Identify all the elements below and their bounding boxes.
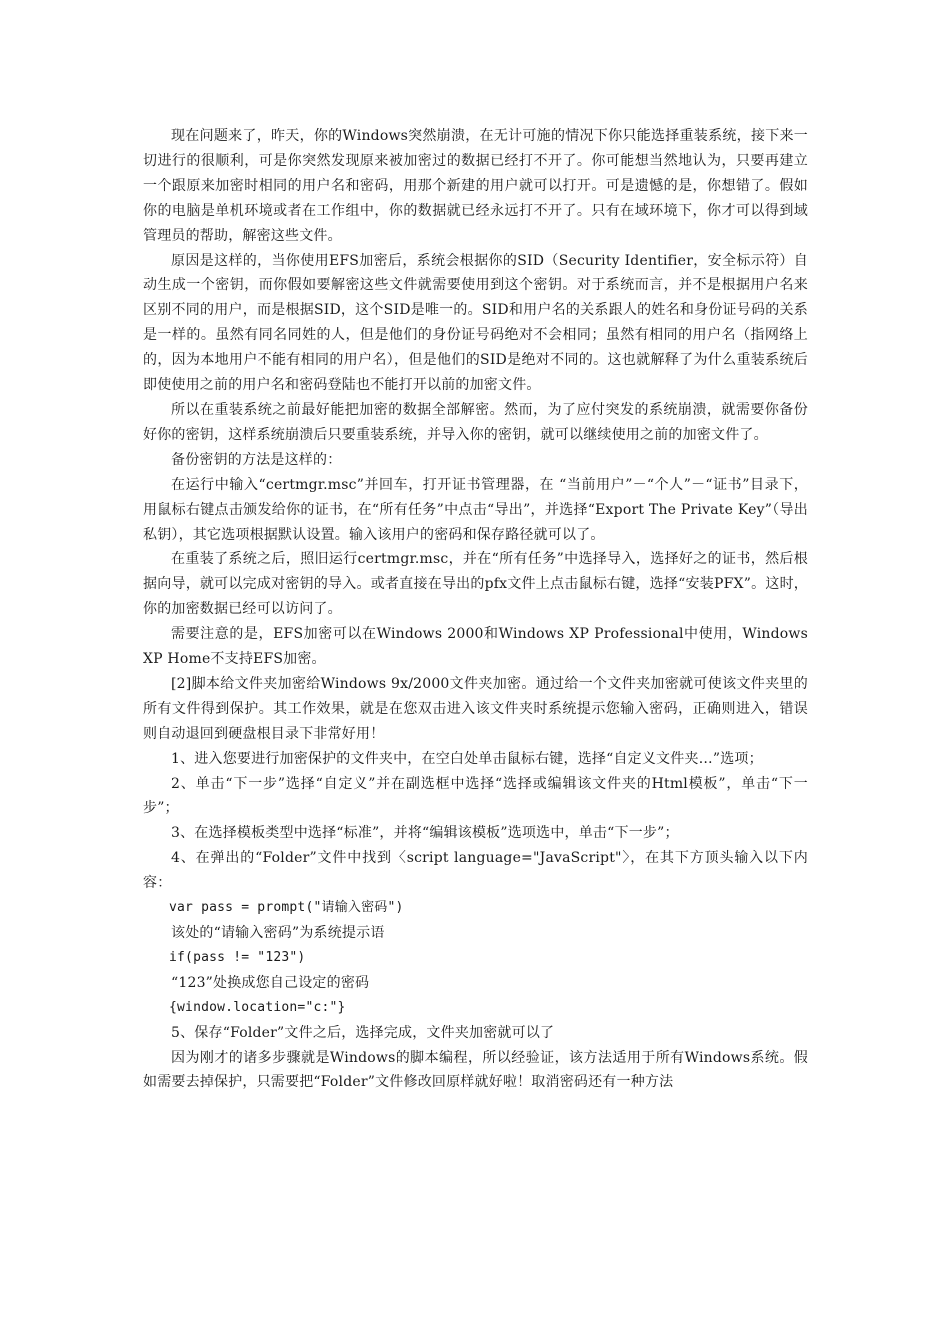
document-body <box>143 124 808 1095</box>
code-line: var pass = prompt("请输入密码") <box>169 900 404 916</box>
paragraph: 原因是这样的，当你使用EFS加密后，系统会根据你的SID（Security Identifier，安全标示符）自动生成一个密钥，而你假如要解密这些文件就需要使用到这个密钥。对于系统而言，并不是根据用户名来区别不同的用户，而是根据SID，这个SID是唯一的。SID和用户名的关系跟人的姓名和身份证号码的关系是一样的。虽然有同名同姓的人，但是他们的身份证号码绝对不会相同；虽然有相同的用户名（指网络上的，因为本地用户不能有相同的用户名），但是他们的SID是绝对不同的。这也就解释了为什么重装系统后即使使用之前的用户名和密码登陆也不能打开以前的加密文件。 <box>143 252 808 394</box>
code-note: 该处的“请输入密码”为系统提示语 <box>171 925 385 941</box>
paragraph: 现在问题来了，昨天，你的Windows突然崩溃，在无计可施的情况下你只能选择重装系统，接下来一切进行的很顺利，可是你突然发现原来被加密过的数据已经打不开了。你可能想当然地认为，只要再建立一个跟原来加密时相同的用户名和密码，用那个新建的用户就可以打开。可是遗憾的是，你想错了。假如你的电脑是单机环境或者在工作组中，你的数据就已经永远打不开了。只有在域环境下，你才可以得到域管理员的帮助，解密这些文件。 <box>143 128 808 244</box>
code-line: {window.location="c:"} <box>169 999 346 1015</box>
paragraph: 需要注意的是，EFS加密可以在Windows 2000和Windows XP Professional中使用，Windows XP Home不支持EFS加密。 <box>143 626 808 668</box>
paragraph: 所以在重装系统之前最好能把加密的数据全部解密。然而，为了应付突发的系统崩溃，就需要你备份好你的密钥，这样系统崩溃后只要重装系统，并导入你的密钥，就可以继续使用之前的加密文件了。 <box>143 401 808 443</box>
code-line: if(pass != "123") <box>169 949 306 965</box>
step-item: 3、在选择模板类型中选择“标准”，并将“编辑该模板”选项选中，单击“下一步”； <box>171 825 679 842</box>
step-item: 2、单击“下一步”选择“自定义”并在副选框中选择“选择或编辑该文件夹的Html模板”，单击“下一步”； <box>143 775 808 817</box>
paragraph: 备份密钥的方法是这样的： <box>171 451 342 468</box>
step-item: 4、在弹出的“Folder”文件中找到〈script language="JavaScript"〉，在其下方顶头输入以下内容： <box>143 850 808 892</box>
step-item: 1、进入您要进行加密保护的文件夹中，在空白处单击鼠标右键，选择“自定义文件夹…”选项； <box>171 750 763 767</box>
step-item: 5、保存“Folder”文件之后，选择完成，文件夹加密就可以了 <box>171 1024 555 1041</box>
code-note: “123”处换成您自己设定的密码 <box>171 974 370 991</box>
paragraph: [2]脚本给文件夹加密给Windows 9x/2000文件夹加密。通过给一个文件夹加密就可使该文件夹里的所有文件得到保护。其工作效果，就是在您双击进入该文件夹时系统提示您输入密码，正确则进入，错误则自动退回到硬盘根目录下非常好用！ <box>143 675 808 742</box>
paragraph: 在重装了系统之后，照旧运行certmgr.msc，并在“所有任务”中选择导入，选择好之的证书，然后根据向导，就可以完成对密钥的导入。或者直接在导出的pfx文件上点击鼠标右键，选择“安装PFX”。这时，你的加密数据已经可以访问了。 <box>143 551 808 618</box>
paragraph: 因为刚才的诸多步骤就是Windows的脚本编程，所以经验证，该方法适用于所有Windows系统。假如需要去掉保护，只需要把“Folder”文件修改回原样就好啦！取消密码还有一种方法 <box>143 1049 808 1091</box>
paragraph: 在运行中输入“certmgr.msc”并回车，打开证书管理器，在 “当前用户”－“个人”－“证书”目录下，用鼠标右键点击颁发给你的证书，在“所有任务”中点击“导出”，并选择“Export The Private Key”（导出私钥），其它选项根据默认设置。输入该用户的密码和保存路径就可以了。 <box>143 476 808 543</box>
